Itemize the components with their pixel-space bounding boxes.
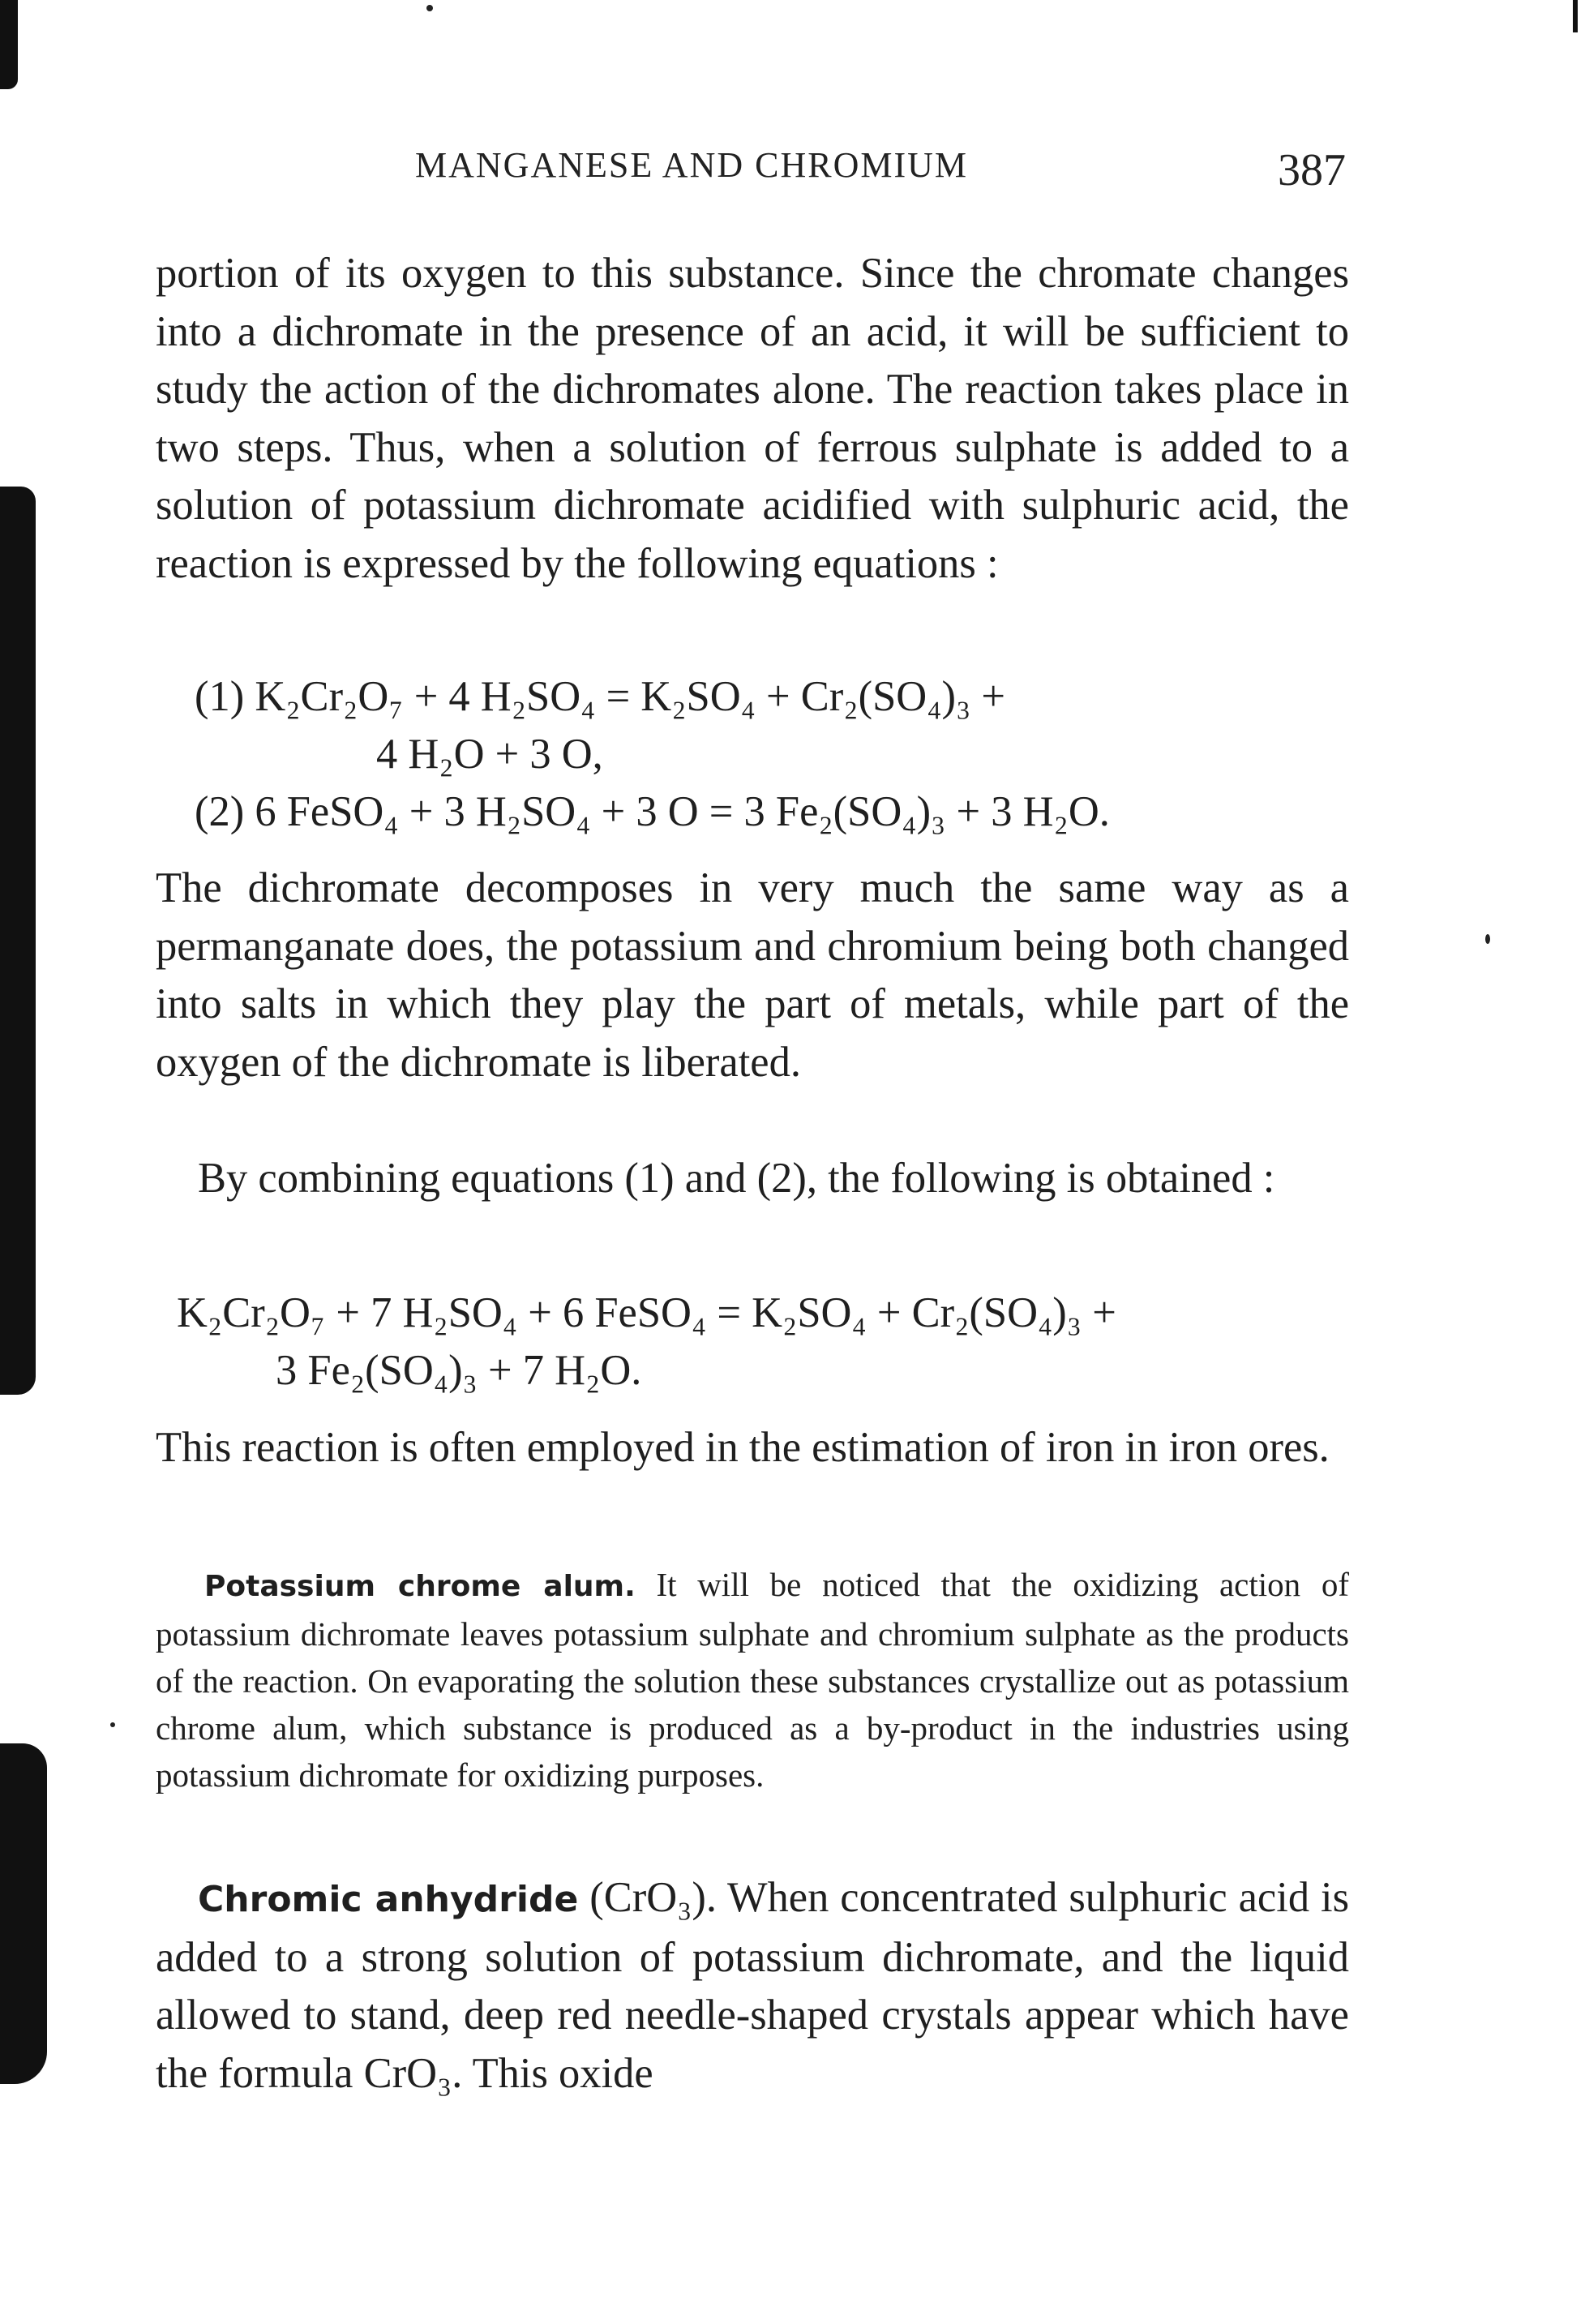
scan-edge-mark	[1573, 0, 1578, 32]
scan-speck	[426, 5, 433, 11]
section-potassium-chrome-alum	[156, 1561, 1349, 1799]
running-header: MANGANESE AND CHROMIUM	[415, 145, 969, 185]
section-chromic-anhydride	[156, 1869, 1349, 2103]
chromic-text: When concentrated sulphuric acid is added to a strong solution of potassium dichromate, and the liquid allowed to stand, deep red needle-shaped crystals appear which have the formula CrO₃. This oxide	[156, 1874, 1349, 2097]
equation-1-line-1: (1) K₂Cr₂O₇ + 4 H₂SO₄ = K₂SO₄ + Cr₂(SO₄)₃ +	[195, 673, 1006, 720]
equation-combined-line-2: 3 Fe₂(SO₄)₃ + 7 H₂O.	[276, 1347, 642, 1394]
scan-edge-mark	[0, 487, 36, 1395]
equation-2: (2) 6 FeSO₄ + 3 H₂SO₄ + 3 O = 3 Fe₂(SO₄)₃ + 3 H₂O.	[195, 788, 1110, 835]
page-number: 387	[1278, 145, 1346, 195]
scan-speck	[110, 1722, 115, 1727]
paragraph-estimation-of-iron: This reaction is often employed in the estimation of iron in iron ores.	[156, 1424, 1330, 1471]
scan-speck	[1485, 934, 1490, 944]
chromic-heading: Chromic anhydride	[198, 1879, 579, 1920]
alum-text: It will be noticed that the oxidizing action of potassium dichromate leaves potassium sulphate and chromium sulphate as the products of the reaction. On evaporating the solution these substances crystallize out as potassium chrome alum, which substance is produced as a by-product in the industries using potassium dichromate for oxidizing purposes.	[156, 1566, 1349, 1794]
equation-combined-line-1: K₂Cr₂O₇ + 7 H₂SO₄ + 6 FeSO₄ = K₂SO₄ + Cr₂(SO₄)₃ +	[177, 1289, 1116, 1336]
scan-edge-mark	[0, 1743, 47, 2084]
alum-heading: Potassium chrome alum.	[204, 1570, 636, 1603]
equation-1-line-2: 4 H₂O + 3 O,	[376, 731, 603, 778]
paragraph-combining-equations: By combining equations (1) and (2), the following is obtained :	[198, 1155, 1275, 1202]
scan-edge-mark	[0, 0, 18, 89]
chromic-formula: (CrO₃).	[589, 1874, 718, 1921]
paragraph-reaction-intro: portion of its oxygen to this substance. Since the chromate changes into a dichromate in the presence of an acid, it will be sufficient to study the action of the dichromates alone. The reaction takes place in two steps. Thus, when a solution of ferrous sulphate is added to a solution of potassium dichromate acidified with sulphuric acid, the reaction is expressed by the following equations :	[156, 250, 1349, 587]
paragraph-dichromate-decomposes: The dichromate decomposes in very much the same way as a permanganate does, the potassium and chromium being both changed into salts in which they play the part of metals, while part of the oxygen of the dichromate is liberated.	[156, 864, 1349, 1086]
